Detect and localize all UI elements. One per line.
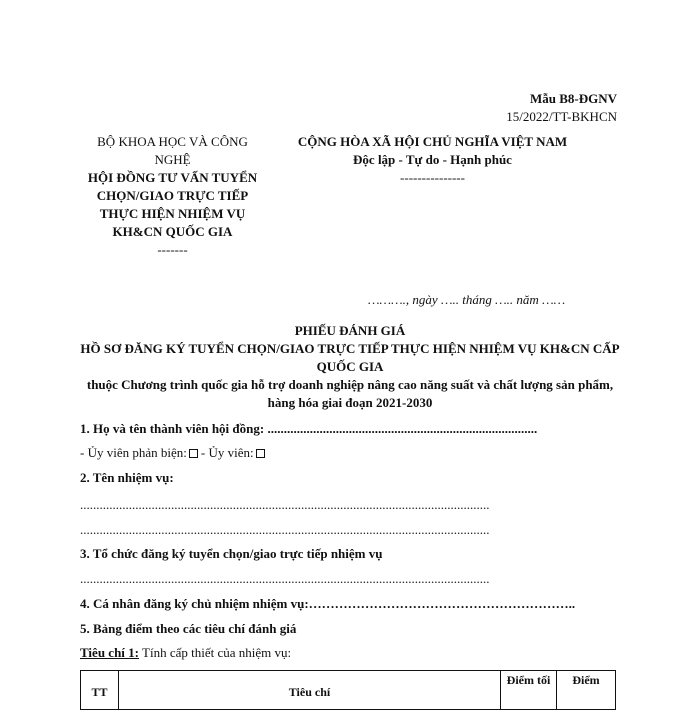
council-name: HỘI ĐỒNG TƯ VẤN TUYỂN CHỌN/GIAO TRỰC TIẾP THỰC HIỆN NHIỆM VỤ KH&CN QUỐC GIA (87, 170, 258, 239)
col-header-criteria: Tiêu chí (119, 671, 501, 710)
task-name-heading: 2. Tên nhiệm vụ: (80, 470, 174, 485)
national-motto: Độc lập - Tự do - Hạnh phúc (353, 152, 512, 167)
form-code (457, 90, 617, 126)
col-header-score: Điểm (557, 671, 616, 710)
agency-divider: ------- (157, 242, 188, 257)
title-line-2: HỒ SƠ ĐĂNG KÝ TUYỂN CHỌN/GIAO TRỰC TIẾP THỰC HIỆN NHIỆM VỤ KH&CN CẤP QUỐC GIA (80, 341, 620, 374)
title-line-1: PHIẾU ĐÁNH GIÁ (294, 323, 406, 338)
circular-reference: 15/2022/TT-BKHCN (506, 109, 617, 124)
organization-heading: 3. Tổ chức đăng ký tuyển chọn/giao trực tiếp nhiệm vụ (80, 546, 383, 561)
organization-dots: .............................................................................................................................. (80, 571, 490, 586)
project-leader-line: 4. Cá nhân đăng ký chủ nhiệm nhiệm vụ:…………………………………………………….. (80, 596, 576, 611)
scoring-table-heading: 5. Bảng điểm theo các tiêu chí đánh giá (80, 621, 297, 636)
member-role-line (80, 445, 640, 461)
reviewer-checkbox[interactable] (189, 449, 198, 458)
national-divider: --------------- (400, 170, 465, 185)
issuing-agency-header (80, 133, 265, 259)
criterion-1-line (80, 645, 640, 661)
nation-name: CỘNG HÒA XÃ HỘI CHỦ NGHĨA VIỆT NAM (297, 134, 568, 149)
program-description: thuộc Chương trình quốc gia hỗ trợ doanh nghiệp nâng cao năng suất và chất lượng sản phẩm, hàng hóa giai đoạn 2021-2030 (86, 377, 614, 410)
member-label: - Ủy viên: (200, 445, 254, 460)
national-header (280, 133, 585, 187)
table-header-row (81, 671, 616, 710)
ministry-name: BỘ KHOA HỌC VÀ CÔNG NGHỆ (97, 134, 248, 167)
scoring-table (80, 670, 616, 710)
criterion-1-label: Tiêu chí 1: (80, 645, 139, 660)
col-header-max-score: Điểm tối (501, 671, 557, 710)
criterion-1-text: Tính cấp thiết của nhiệm vụ: (142, 645, 292, 660)
document-title (80, 322, 620, 412)
member-name-line: 1. Họ và tên thành viên hội đồng: ................................................................................... (80, 421, 538, 436)
date-line: ………., ngày ….. tháng ….. năm …… (368, 292, 566, 307)
col-header-tt: TT (81, 671, 119, 710)
task-name-dots-2: .............................................................................................................................. (80, 522, 490, 537)
member-checkbox[interactable] (256, 449, 265, 458)
form-code-number: Mẫu B8-ĐGNV (529, 91, 617, 106)
task-name-dots-1: .............................................................................................................................. (80, 497, 490, 512)
reviewer-label: - Ủy viên phản biện: (80, 445, 187, 460)
